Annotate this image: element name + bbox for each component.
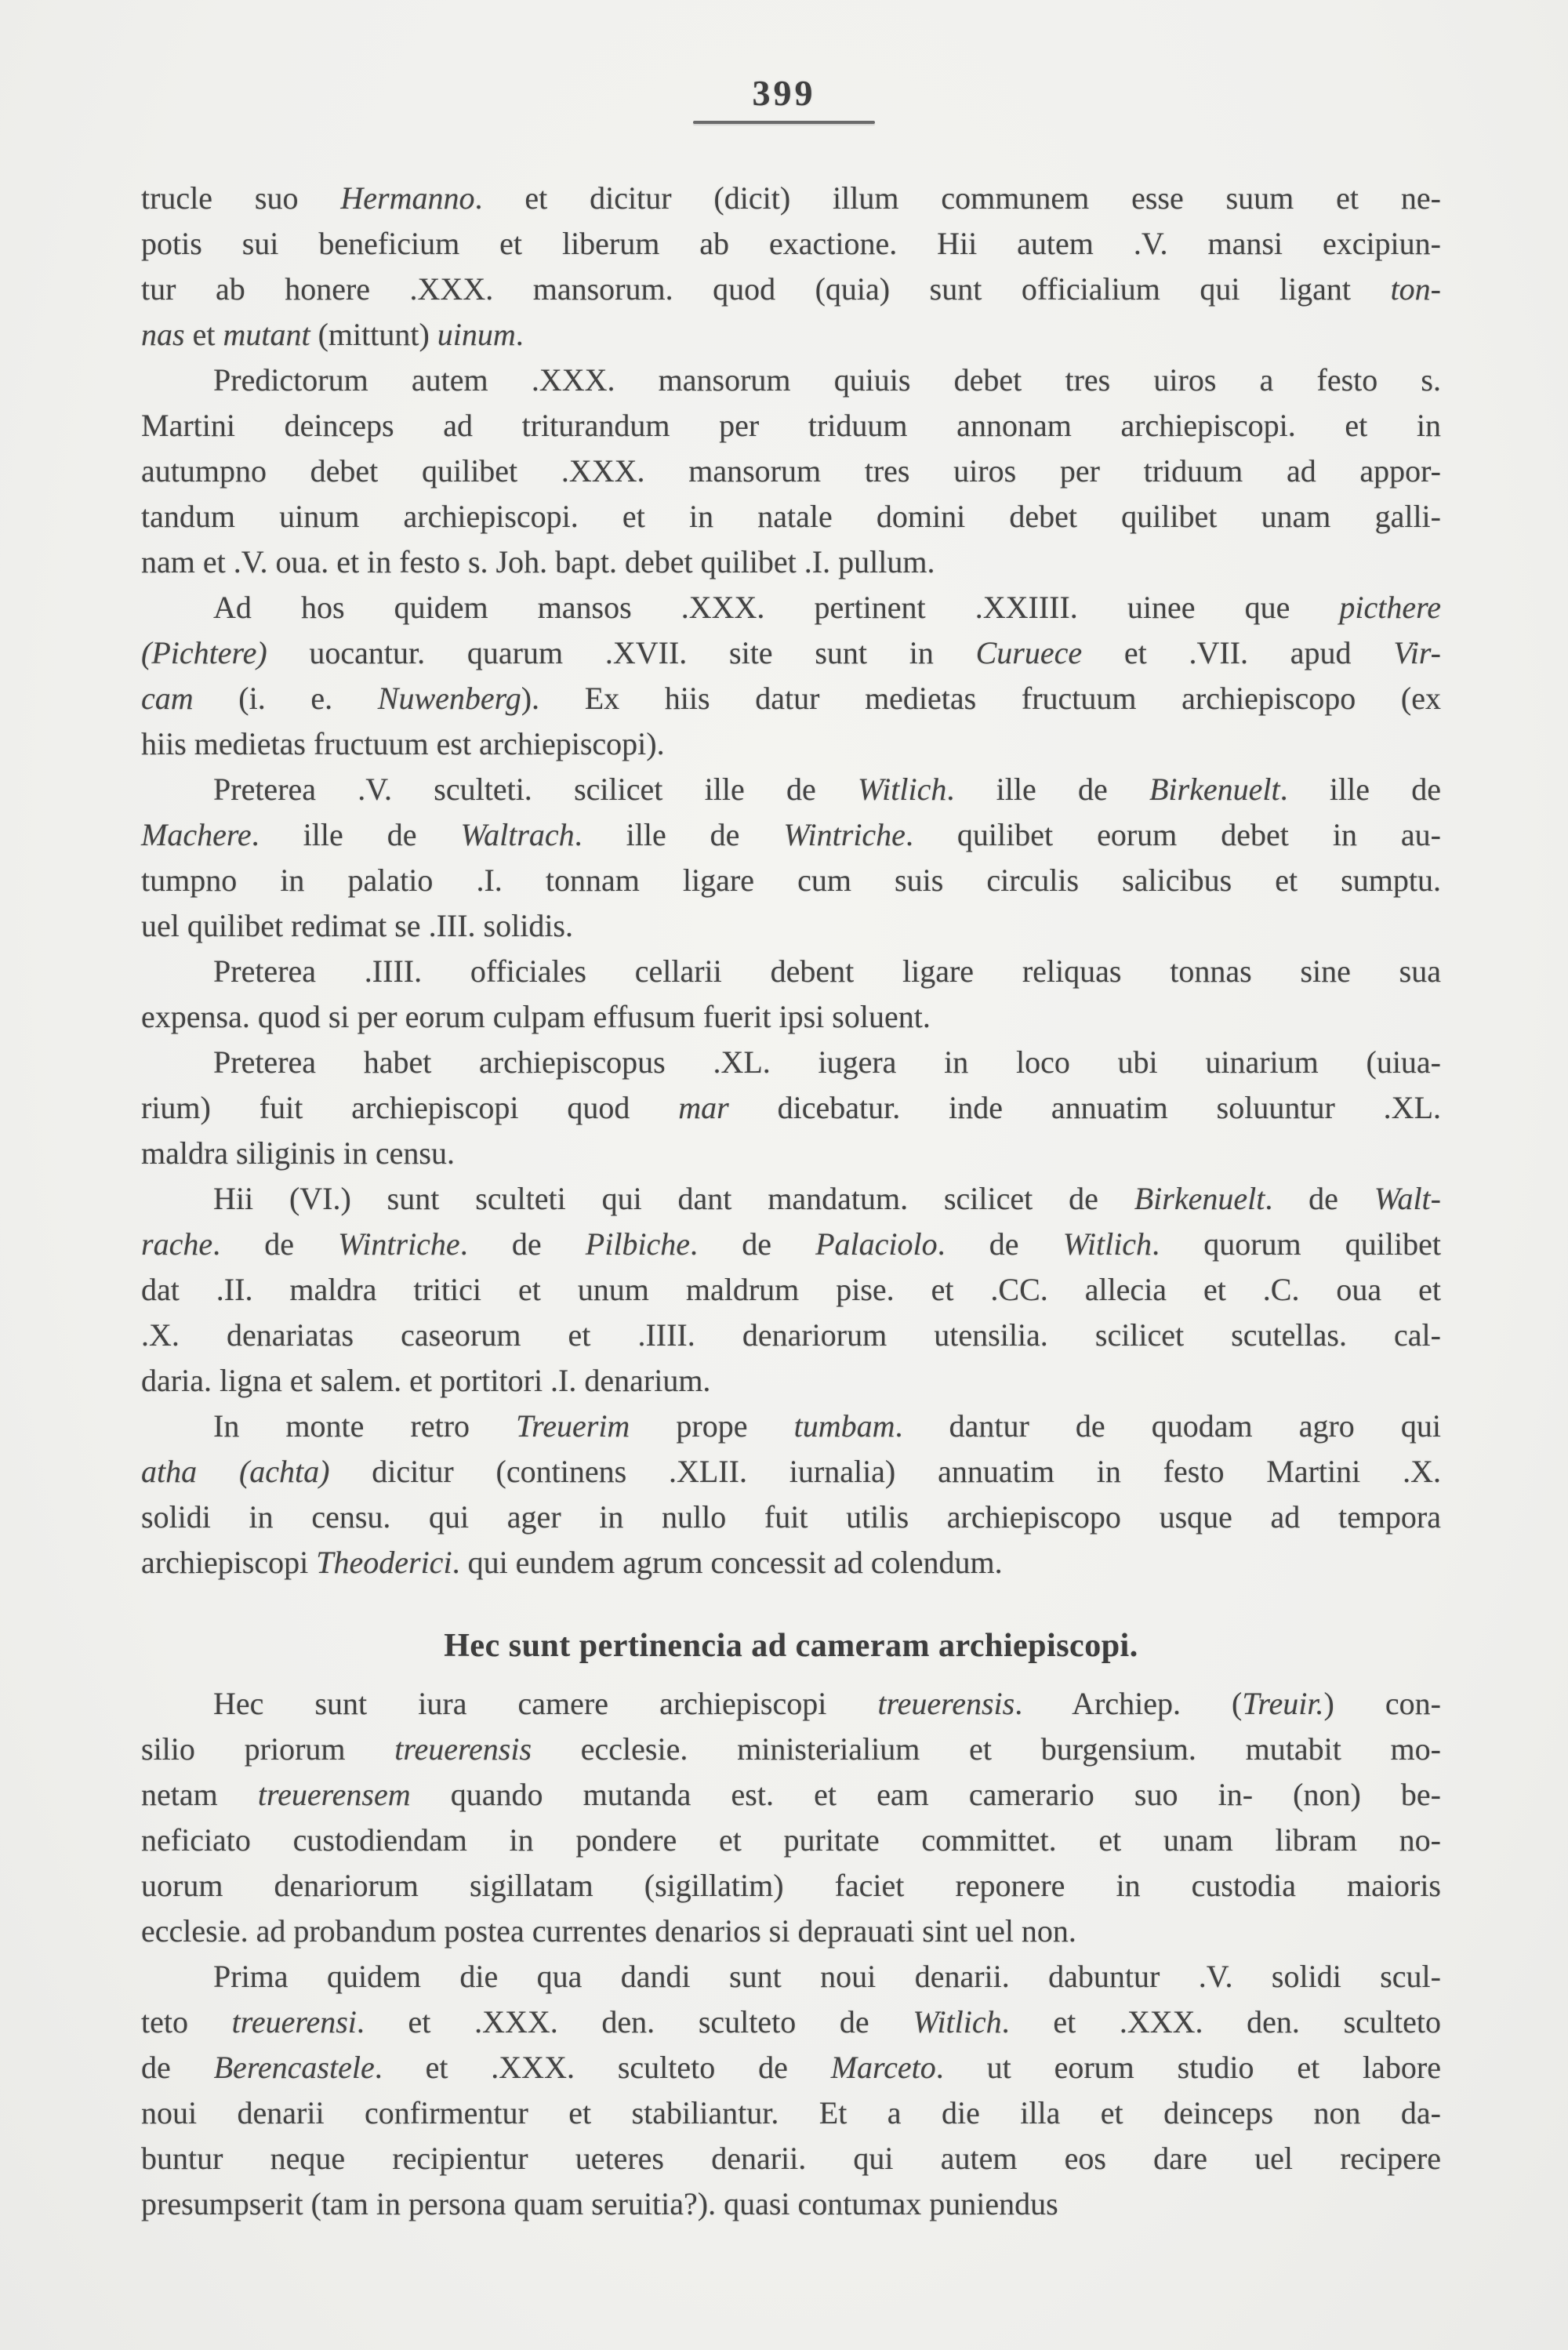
text-segment: Prima quidem die qua dandi sunt noui denarii. dabuntur .V. solidi scul- xyxy=(213,1959,1441,1994)
paragraph xyxy=(141,1681,1441,1954)
text-segment: tumpno in palatio .I. tonnam ligare cum suis circulis salicibus et sumptu. xyxy=(141,863,1441,898)
text-segment: expensa. quod si per eorum culpam effusum fuerit ipsi soluent. xyxy=(141,999,931,1034)
text-segment: trucle suo xyxy=(141,180,341,216)
text-line xyxy=(141,1176,1441,1222)
italic-text-segment: Walt- xyxy=(1374,1181,1441,1216)
text-segment: Ad hos quidem mansos .XXX. pertinent .XXIIII. uinee que xyxy=(213,590,1340,625)
text-segment: autumpno debet quilibet .XXX. mansorum tres uiros per triduum ad appor- xyxy=(141,453,1441,489)
text-line xyxy=(141,949,1441,994)
text-segment: dicitur (continens .XLII. iurnalia) annuatim in festo Martini .X. xyxy=(329,1454,1441,1489)
italic-text-segment: Treuerim xyxy=(516,1408,630,1444)
text-line xyxy=(141,1954,1441,1999)
italic-text-segment: Treuir. xyxy=(1242,1686,1324,1721)
italic-text-segment: Marceto xyxy=(830,2050,936,2085)
italic-text-segment: treuerensis xyxy=(877,1686,1015,1721)
italic-text-segment: mar xyxy=(678,1090,729,1125)
italic-text-segment: Curuece xyxy=(975,635,1083,670)
text-line xyxy=(141,1495,1441,1540)
text-segment: (mittunt) xyxy=(310,317,437,352)
text-line xyxy=(141,1358,1441,1404)
italic-text-segment: nas xyxy=(141,317,185,352)
italic-text-segment: Witlich xyxy=(1062,1226,1152,1262)
paragraph xyxy=(141,767,1441,949)
text-segment: Martini deinceps ad triturandum per triduum annonam archiepiscopi. et in xyxy=(141,408,1441,443)
paragraph xyxy=(141,358,1441,585)
page-header xyxy=(0,0,1568,124)
paragraph xyxy=(141,1404,1441,1585)
text-line xyxy=(141,1999,1441,2045)
text-line xyxy=(141,903,1441,949)
paragraph xyxy=(141,176,1441,358)
text-segment: Predictorum autem .XXX. mansorum quiuis debet tres uiros a festo s. xyxy=(213,362,1441,398)
text-line xyxy=(141,585,1441,630)
text-segment: . ille de xyxy=(1279,772,1441,807)
text-segment: . ille de xyxy=(574,817,784,852)
italic-text-segment: mutant xyxy=(223,317,310,352)
text-segment: prope xyxy=(630,1408,794,1444)
text-line xyxy=(141,1772,1441,1818)
text-segment: In monte retro xyxy=(213,1408,517,1444)
text-line xyxy=(141,312,1441,358)
italic-text-segment: Birkenuelt xyxy=(1149,772,1280,807)
text-segment: Hec sunt iura camere archiepiscopi xyxy=(213,1686,878,1721)
text-line xyxy=(141,1540,1441,1585)
text-segment: . xyxy=(515,317,524,352)
text-segment: . de xyxy=(212,1226,339,1262)
text-line xyxy=(141,1818,1441,1863)
text-segment: . et dicitur (dicit) illum communem esse suum et ne- xyxy=(474,180,1442,216)
italic-text-segment: atha (achta) xyxy=(141,1454,330,1489)
italic-text-segment: treuerensi xyxy=(231,2004,357,2039)
text-line xyxy=(141,539,1441,585)
italic-text-segment: Witlich xyxy=(913,2004,1002,2039)
text-line xyxy=(141,2181,1441,2227)
text-segment: . ille de xyxy=(946,772,1149,807)
text-segment: uel quilibet redimat se .III. solidis. xyxy=(141,908,573,943)
text-line xyxy=(141,449,1441,494)
text-line xyxy=(141,403,1441,449)
text-segment: . et .XXX. den. sculteto xyxy=(1001,2004,1442,2039)
italic-text-segment: Waltrach xyxy=(460,817,575,852)
italic-text-segment: Nuwenberg xyxy=(377,681,521,716)
italic-text-segment: Palaciolo xyxy=(815,1226,938,1262)
text-segment: . dantur de quodam agro qui xyxy=(895,1408,1442,1444)
text-line xyxy=(141,1085,1441,1131)
text-segment: maldra siliginis in censu. xyxy=(141,1135,455,1171)
paragraph xyxy=(141,949,1441,1040)
text-line xyxy=(141,1449,1441,1495)
text-segment: ecclesie. ad probandum postea currentes denarios si deprauati sint uel non. xyxy=(141,1913,1076,1949)
paragraph xyxy=(141,1040,1441,1176)
text-segment: . et .XXX. den. sculteto de xyxy=(356,2004,913,2039)
text-line xyxy=(141,1267,1441,1313)
paragraph xyxy=(141,585,1441,767)
text-line xyxy=(141,358,1441,403)
text-line xyxy=(141,721,1441,767)
text-line xyxy=(141,1131,1441,1176)
italic-text-segment: Wintriche xyxy=(338,1226,460,1262)
text-segment: potis sui beneficium et liberum ab exactione. Hii autem .V. mansi excipiun- xyxy=(141,226,1441,261)
text-line xyxy=(141,1222,1441,1267)
text-segment: silio priorum xyxy=(141,1731,395,1767)
italic-text-segment: ton- xyxy=(1390,271,1441,307)
text-segment: . ut eorum studio et labore xyxy=(935,2050,1441,2085)
italic-text-segment: treuerensis xyxy=(394,1731,532,1767)
italic-text-segment: Pilbiche xyxy=(585,1226,691,1262)
italic-text-segment: treuerensem xyxy=(257,1777,411,1812)
text-segment: daria. ligna et salem. et portitori .I. denarium. xyxy=(141,1363,711,1398)
text-line xyxy=(141,767,1441,812)
text-line xyxy=(141,1313,1441,1358)
text-segment: . qui eundem agrum concessit ad colendum. xyxy=(452,1545,1003,1580)
text-segment: . Archiep. ( xyxy=(1014,1686,1243,1721)
italic-text-segment: Witlich xyxy=(858,772,947,807)
text-segment: . de xyxy=(459,1226,586,1262)
text-segment: (i. e. xyxy=(193,681,378,716)
text-segment: Preterea .IIII. officiales cellarii debent ligare reliquas tonnas sine sua xyxy=(213,953,1441,989)
text-line xyxy=(141,676,1441,721)
page-number-rule xyxy=(693,121,875,124)
text-segment: .X. denariatas caseorum et .IIII. denariorum utensilia. scilicet scutellas. cal- xyxy=(141,1317,1441,1353)
text-segment: Preterea habet archiepiscopus .XL. iugera in loco ubi uinarium (uiua- xyxy=(213,1044,1441,1080)
text-segment: ) con- xyxy=(1323,1686,1441,1721)
page-text xyxy=(141,176,1441,2227)
text-segment: . ille de xyxy=(251,817,461,852)
text-segment: dat .II. maldra tritici et unum maldrum pise. et .CC. allecia et .C. oua et xyxy=(141,1272,1441,1307)
text-segment: . de xyxy=(690,1226,816,1262)
text-segment: . quilibet eorum debet in au- xyxy=(905,817,1441,852)
text-line xyxy=(141,2136,1441,2181)
text-segment: neficiato custodiendam in pondere et puritate committet. et unam libram no- xyxy=(141,1822,1441,1858)
italic-text-segment: Berencastele xyxy=(213,2050,375,2085)
text-segment: rium) fuit archiepiscopi quod xyxy=(141,1090,679,1125)
text-segment: nam et .V. oua. et in festo s. Joh. bapt. debet quilibet .I. pullum. xyxy=(141,544,935,579)
paragraph xyxy=(141,1954,1441,2227)
text-segment: archiepiscopi xyxy=(141,1545,317,1580)
text-segment: ). Ex hiis datur medietas fructuum archiepiscopo (ex xyxy=(521,681,1441,716)
text-line xyxy=(141,494,1441,539)
text-segment: dicebatur. inde annuatim soluuntur .XL. xyxy=(728,1090,1442,1125)
page-number: 399 xyxy=(752,73,816,113)
text-segment: de xyxy=(141,2050,214,2085)
text-segment: presumpserit (tam in persona quam seruitia?). quasi contumax puniendus xyxy=(141,2186,1058,2221)
text-segment: uorum denariorum sigillatam (sigillatim) faciet reponere in custodia maioris xyxy=(141,1868,1441,1903)
italic-text-segment: Wintriche xyxy=(783,817,906,852)
text-segment: Preterea .V. sculteti. scilicet ille de xyxy=(213,772,858,807)
text-segment: . quorum quilibet xyxy=(1152,1226,1442,1262)
text-line xyxy=(141,176,1441,221)
text-segment: solidi in censu. qui ager in nullo fuit utilis archiepiscopo usque ad tempora xyxy=(141,1499,1441,1535)
text-segment: noui denarii confirmentur et stabiliantur. Et a die illa et deinceps non da- xyxy=(141,2095,1441,2130)
text-segment: ecclesie. ministerialium et burgensium. mutabit mo- xyxy=(532,1731,1441,1767)
italic-text-segment: picthere xyxy=(1339,590,1441,625)
text-line xyxy=(141,2045,1441,2090)
text-segment: tandum uinum archiepiscopi. et in natale domini debet quilibet unam galli- xyxy=(141,499,1441,534)
text-segment: et .VII. apud xyxy=(1082,635,1394,670)
italic-text-segment: cam xyxy=(141,681,194,716)
text-line xyxy=(141,2090,1441,2136)
text-line xyxy=(141,1040,1441,1085)
text-segment: et xyxy=(184,317,223,352)
text-segment: netam xyxy=(141,1777,258,1812)
italic-text-segment: tumbam xyxy=(793,1408,895,1444)
text-segment: . de xyxy=(937,1226,1063,1262)
italic-text-segment: Theoderici xyxy=(316,1545,452,1580)
text-segment: uocantur. quarum .XVII. site sunt in xyxy=(267,635,976,670)
italic-text-segment: Machere xyxy=(141,817,252,852)
text-segment: quando mutanda est. et eam camerario suo in- (non) be- xyxy=(410,1777,1441,1812)
text-segment: . et .XXX. sculteto de xyxy=(374,2050,831,2085)
italic-text-segment: rache xyxy=(141,1226,213,1262)
text-line xyxy=(141,630,1441,676)
text-line xyxy=(141,1863,1441,1909)
text-segment: buntur neque recipientur ueteres denarii. qui autem eos dare uel recipere xyxy=(141,2141,1441,2176)
text-line xyxy=(141,1404,1441,1449)
text-line xyxy=(141,858,1441,903)
text-line xyxy=(141,221,1441,267)
paragraph xyxy=(141,1176,1441,1404)
text-segment: . de xyxy=(1265,1181,1374,1216)
italic-text-segment: Birkenuelt xyxy=(1134,1181,1265,1216)
italic-text-segment: uinum xyxy=(437,317,516,352)
text-line xyxy=(141,812,1441,858)
text-segment: teto xyxy=(141,2004,232,2039)
text-line xyxy=(141,1909,1441,1954)
text-line xyxy=(141,1727,1441,1772)
text-segment: hiis medietas fructuum est archiepiscopi). xyxy=(141,726,665,761)
text-segment: Hii (VI.) sunt sculteti qui dant mandatum. scilicet de xyxy=(213,1181,1134,1216)
italic-text-segment: (Pichtere) xyxy=(141,635,267,670)
text-segment: tur ab honere .XXX. mansorum. quod (quia) sunt officialium qui ligant xyxy=(141,271,1391,307)
italic-text-segment: Hermanno xyxy=(340,180,475,216)
italic-text-segment: Vir- xyxy=(1393,635,1441,670)
section-heading: Hec sunt pertinencia ad cameram archiepiscopi. xyxy=(444,1628,1138,1664)
text-line xyxy=(141,267,1441,312)
text-line xyxy=(141,994,1441,1040)
text-line xyxy=(141,1681,1441,1727)
